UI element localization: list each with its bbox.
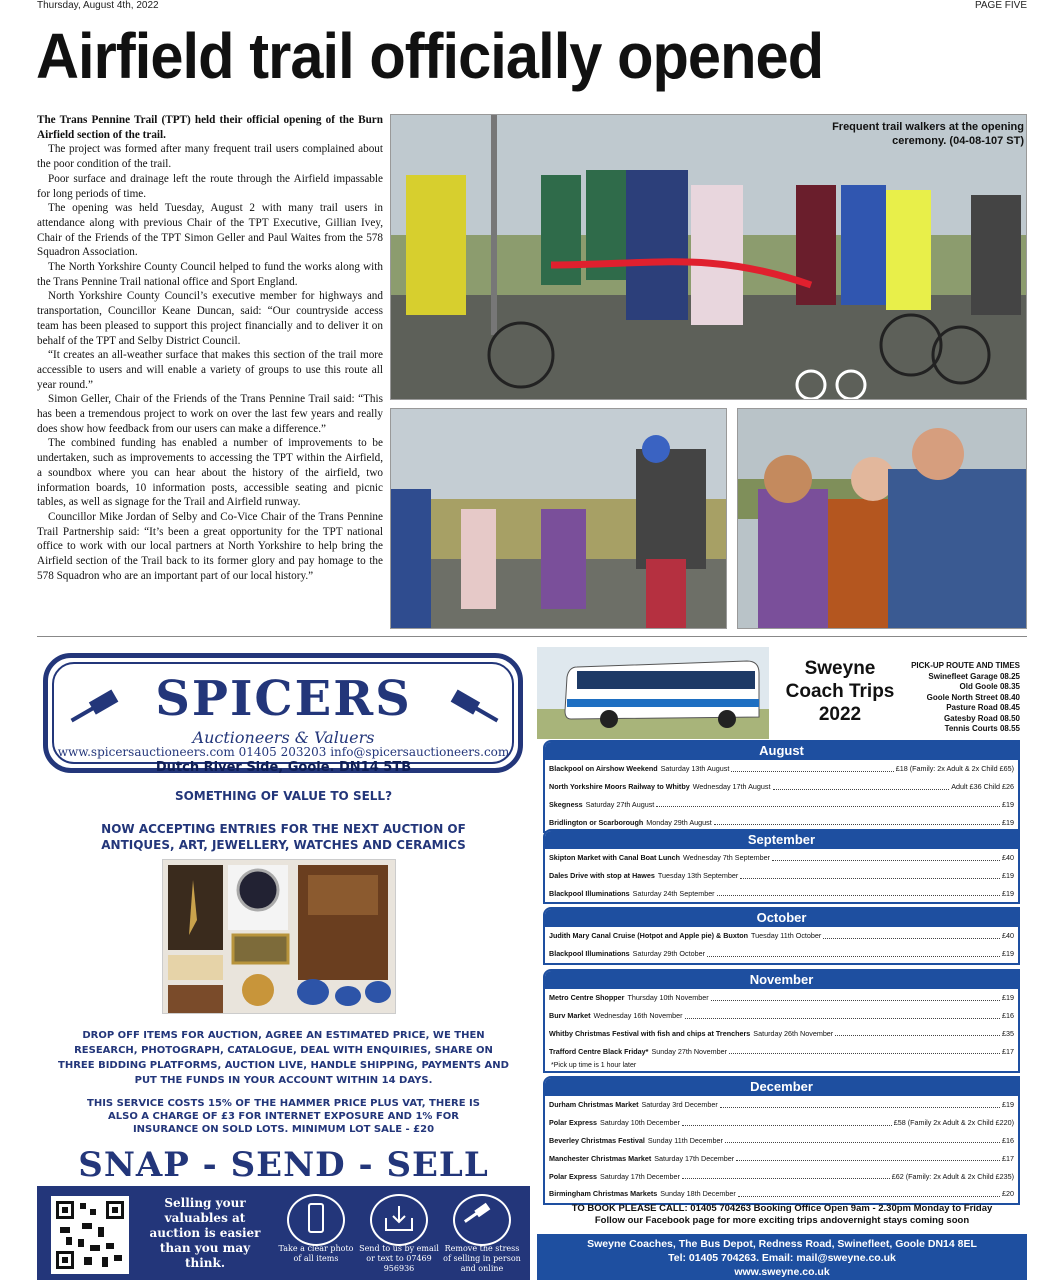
spicers-slogan: SNAP - SEND - SELL	[78, 1145, 489, 1185]
trip-price: £19	[1002, 817, 1014, 827]
main-photo	[390, 114, 1027, 400]
spicers-accepting: NOW ACCEPTING ENTRIES FOR THE NEXT AUCTION OF ANTIQUES, ART, JEWELLERY, WATCHES AND CERAMICS	[101, 822, 466, 852]
pickup-stop: Goole North Street 08.40	[926, 692, 1020, 702]
trip-destination: Polar Express	[549, 1118, 597, 1128]
spicers-advert	[37, 647, 530, 1280]
trip-destination: Metro Centre Shopper	[549, 993, 625, 1003]
trip-date: Tuesday 13th September	[657, 871, 739, 881]
spicers-question: SOMETHING OF VALUE TO SELL?	[174, 789, 393, 803]
trip-note: *Pick up time is 1 hour later	[551, 1062, 637, 1070]
trip-row	[545, 1132, 1018, 1150]
pickup-times: PICK-UP ROUTE AND TIMES Swinefleet Garage 08.25 Old Goole 08.35 Goole North Street 08.40 Pasture Road 08.45 Gatesby Road 08.50 Tennis Courts 08.55	[890, 661, 1020, 735]
article-paragraph: The Trans Pennine Trail (TPT) held their official opening of the Burn Airfield section of the trail.	[37, 114, 383, 141]
trip-row	[545, 849, 1018, 867]
trip-price: £62 (Family: 2x Adult & 2x Child £235)	[891, 1171, 1014, 1181]
trip-price: £20	[1002, 1189, 1014, 1199]
article-paragraph: The North Yorkshire County Council helped to fund the works along with the Trans Pennine Trail national office and Sport England.	[37, 261, 383, 288]
spicers-cost: THIS SERVICE COSTS 15% OF THE HAMMER PRICE PLUS VAT, THERE IS ALSO A CHARGE OF £3 FOR INTERNET EXPOSURE AND 1% FOR INSURANCE ON SOLD LOTS. MINIMUM LOT SALE - £20	[87, 1098, 480, 1135]
article-paragraph: “It creates an all-weather surface that makes this section of the trail more accessible to users and will enable a variety of groups to use this route all year round.”	[37, 349, 383, 391]
trip-row	[545, 1149, 1018, 1167]
issue-date: Thursday, August 4th, 2022	[37, 0, 159, 11]
article-paragraph: The project was formed after many frequent trail users complained about the poor condition of the trail.	[37, 143, 383, 171]
pickup-stop: Pasture Road 08.45	[946, 703, 1020, 712]
trip-price: £40	[1002, 931, 1014, 941]
section-divider	[37, 636, 1027, 637]
month-november	[543, 969, 1020, 1073]
pickup-stop: Tennis Courts 08.55	[944, 724, 1020, 733]
trip-date: Saturday 29th October	[632, 949, 705, 959]
article-paragraph: Simon Geller, Chair of the Friends of the Trans Pennine Trail said: “This has been a tremendous project to work on over the last few years and really does show how feedback from our users can make a difference.”	[37, 393, 383, 435]
step-photo: Take a clear photo of all items	[278, 1244, 354, 1263]
trip-date: Wednesday 7th September	[682, 853, 770, 863]
spicers-selling: Selling your valuables at auction is easier than you may think.	[149, 1196, 261, 1270]
trip-row	[545, 945, 1018, 963]
trip-row	[545, 796, 1018, 814]
phone-icon	[287, 1194, 345, 1246]
trip-row	[545, 1114, 1018, 1132]
trip-price: £19	[1002, 1100, 1014, 1110]
trip-date: Saturday 24th September	[632, 888, 715, 898]
trip-price: £16	[1002, 1011, 1014, 1021]
sweyne-advert	[537, 647, 1027, 1280]
trip-price: £40	[1002, 853, 1014, 863]
trip-date: Sunday 18th December	[660, 1189, 736, 1199]
trip-price: £16	[1002, 1135, 1014, 1145]
article-body	[37, 113, 383, 584]
pickup-stop: Old Goole 08.35	[959, 682, 1020, 691]
coach-image	[537, 647, 769, 739]
trip-destination: Trafford Centre Black Friday*	[549, 1046, 649, 1056]
spicers-subtitle: Auctioneers & Valuers	[192, 728, 375, 747]
trip-price: £58 (Family 2x Adult & 2x Child £220)	[893, 1118, 1014, 1128]
trip-row	[545, 760, 1018, 778]
trip-date: Sunday 27th November	[651, 1046, 727, 1056]
trip-row	[545, 1167, 1018, 1185]
trip-destination: Blackpool on Airshow Weekend	[549, 764, 658, 774]
trip-date: Saturday 3rd December	[641, 1100, 718, 1110]
trip-row	[545, 778, 1018, 796]
trip-destination: North Yorkshire Moors Railway to Whitby	[549, 782, 690, 792]
trip-date: Thursday 10th November	[627, 993, 709, 1003]
trip-row	[545, 1025, 1018, 1043]
trip-date: Sunday 11th December	[647, 1135, 723, 1145]
month-august	[543, 740, 1020, 833]
month-heading: August	[545, 742, 1018, 760]
qr-code[interactable]	[51, 1196, 129, 1274]
spicers-name: SPICERS	[155, 671, 412, 727]
trip-price: £17	[1002, 1046, 1014, 1056]
month-heading: December	[545, 1078, 1018, 1096]
photo-ribbon-cutting	[390, 408, 727, 629]
month-september	[543, 829, 1020, 904]
article-paragraph: Councillor Mike Jordan of Selby and Co-Vice Chair of the Trans Pennine Trail Partnership said: “It’s been a great opportunity for the TPT national office to work with our local partners at North Yorkshire to help bring the Airfield section of the Trail back to its former glory and pay homage to the 578 Squadron who are an important part of our local history.”	[37, 510, 383, 582]
trip-destination: Dales Drive with stop at Hawes	[549, 871, 655, 881]
month-october	[543, 907, 1020, 965]
month-heading: September	[545, 831, 1018, 849]
trip-price: £19	[1002, 799, 1014, 809]
spicers-process: DROP OFF ITEMS FOR AUCTION, AGREE AN ESTIMATED PRICE, WE THEN RESEARCH, PHOTOGRAPH, CATALOGUE, DEAL WITH ENQUIRIES, SHARE ON THREE BIDDING PLATFORMS, AUCTION LIVE, HANDLE SHIPPING, PAYMENTS AND PUT THE FUNDS IN YOUR ACCOUNT WITHIN 14 DAYS.	[58, 1030, 509, 1086]
trip-row	[545, 1185, 1018, 1203]
article-paragraph: North Yorkshire County Council’s executive member for highways and transportation, Councillor Keane Duncan, said: “Our countryside access team has been pleased to support this project financially and to deliver it on behalf of the TPT and Selby District Council.	[37, 290, 383, 347]
trip-row	[545, 885, 1018, 903]
trip-price: Adult £36 Child £26	[951, 782, 1014, 792]
trip-price: £18 (Family: 2x Adult & 2x Child £65)	[895, 764, 1014, 774]
gavel-icon	[453, 1194, 511, 1246]
step-remove-stress: Remove the stress of selling in person and online	[443, 1244, 521, 1273]
spicers-contact: www.spicersauctioneers.com 01405 203203 info@spicersauctioneers.com	[57, 745, 510, 759]
spicers-address: Dutch River Side, Goole. DN14 5TB	[155, 760, 412, 775]
sweyne-header	[537, 647, 1027, 739]
trip-destination: Polar Express	[549, 1171, 597, 1181]
photo-group-closeup	[737, 408, 1027, 629]
pickup-stop: Gatesby Road 08.50	[943, 713, 1020, 723]
trip-date: Saturday 26th November	[753, 1028, 834, 1038]
photo-caption: Frequent trail walkers at the opening ceremony. (04-08-107 ST)	[832, 121, 1024, 147]
trip-price: £19	[1002, 993, 1014, 1003]
trip-date: Wednesday 17th August	[692, 782, 771, 792]
trip-row	[545, 1007, 1018, 1025]
trip-price: £19	[1002, 871, 1014, 881]
trip-date: Monday 29th August	[646, 817, 712, 827]
page-number: PAGE FIVE	[974, 0, 1027, 11]
trip-date: Saturday 13th August	[660, 764, 730, 774]
article-paragraph: The combined funding has enabled a number of improvements to be undertaken, such as improvements to accessing the TPT within the Airfield, a soundbox where you can hear about the history of the airfield, two information boards, 10 information posts, accessible seating and picnic tables, as well as signage for the Trail and Airfield runway.	[37, 437, 383, 509]
trip-destination: Blackpool Illuminations	[549, 888, 630, 898]
trip-destination: Blackpool Illuminations	[549, 949, 630, 959]
headline: Airfield trail officially opened	[36, 20, 824, 92]
trip-destination: Birmingham Christmas Markets	[549, 1189, 658, 1199]
booking-info: TO BOOK PLEASE CALL: 01405 704263 Booking Office Open 9am - 2.30pm Monday to Friday Follow our Facebook page for more exciting trips andovernight stays coming soon	[571, 1203, 993, 1226]
trip-price: £19	[1002, 949, 1014, 959]
trip-date: Saturday 17th December	[599, 1171, 680, 1181]
month-heading: November	[545, 971, 1018, 989]
pickup-stop: Swinefleet Garage 08.25	[928, 671, 1020, 681]
trip-row	[545, 1042, 1018, 1060]
step-send: Send to us by email or text to 07469 956936	[359, 1244, 439, 1273]
trip-date: Saturday 10th December	[599, 1118, 680, 1128]
trip-destination: Whitby Christmas Festival with fish and chips at Trenchers	[549, 1028, 751, 1038]
trip-destination: Beverley Christmas Festival	[549, 1135, 645, 1145]
trip-destination: Skipton Market with Canal Boat Lunch	[549, 853, 680, 863]
trip-destination: Skegness	[549, 799, 583, 809]
trip-date: Saturday 17th December	[654, 1153, 735, 1163]
trip-price: £17	[1002, 1153, 1014, 1163]
trip-row	[545, 989, 1018, 1007]
inbox-icon	[370, 1194, 428, 1246]
trip-destination: Durham Christmas Market	[549, 1100, 639, 1110]
trip-price: £35	[1002, 1028, 1014, 1038]
article-paragraph: The opening was held Tuesday, August 2 with many trail users in attendance along with previous Chair of the TPT Executive, Gillian Ivey, Chair of the Friends of the TPT Simon Geller and Paul Waites from the 578 Squadron Association.	[37, 202, 383, 259]
trip-row	[545, 867, 1018, 885]
spicers-band	[37, 1186, 530, 1280]
trip-destination: Manchester Christmas Market	[549, 1153, 652, 1163]
trip-destination: Burv Market	[549, 1011, 591, 1021]
month-heading: October	[545, 909, 1018, 927]
trip-date: Tuesday 11th October	[751, 931, 822, 941]
trip-date: Saturday 27th August	[585, 799, 655, 809]
sweyne-footer: Sweyne Coaches, The Bus Depot, Redness Road, Swinefleet, Goole DN14 8EL Tel: 01405 704263. Email: mail@sweyne.co.uk www.sweyne.co.uk	[537, 1234, 1027, 1280]
article-paragraph: Poor surface and drainage left the route through the Airfield impassable for long periods of time.	[37, 172, 383, 200]
trip-row	[545, 1096, 1018, 1114]
trip-date: Wednesday 16th November	[593, 1011, 683, 1021]
antiques-collage	[162, 859, 396, 1014]
month-december	[543, 1076, 1020, 1205]
trip-destination: Bridlington or Scarborough	[549, 817, 644, 827]
trip-row	[545, 927, 1018, 945]
sweyne-title: Sweyne Coach Trips 2022	[785, 658, 895, 725]
trip-destination: Judith Mary Canal Cruise (Hotpot and Apple pie) & Buxton	[549, 931, 748, 941]
trip-price: £19	[1002, 888, 1014, 898]
